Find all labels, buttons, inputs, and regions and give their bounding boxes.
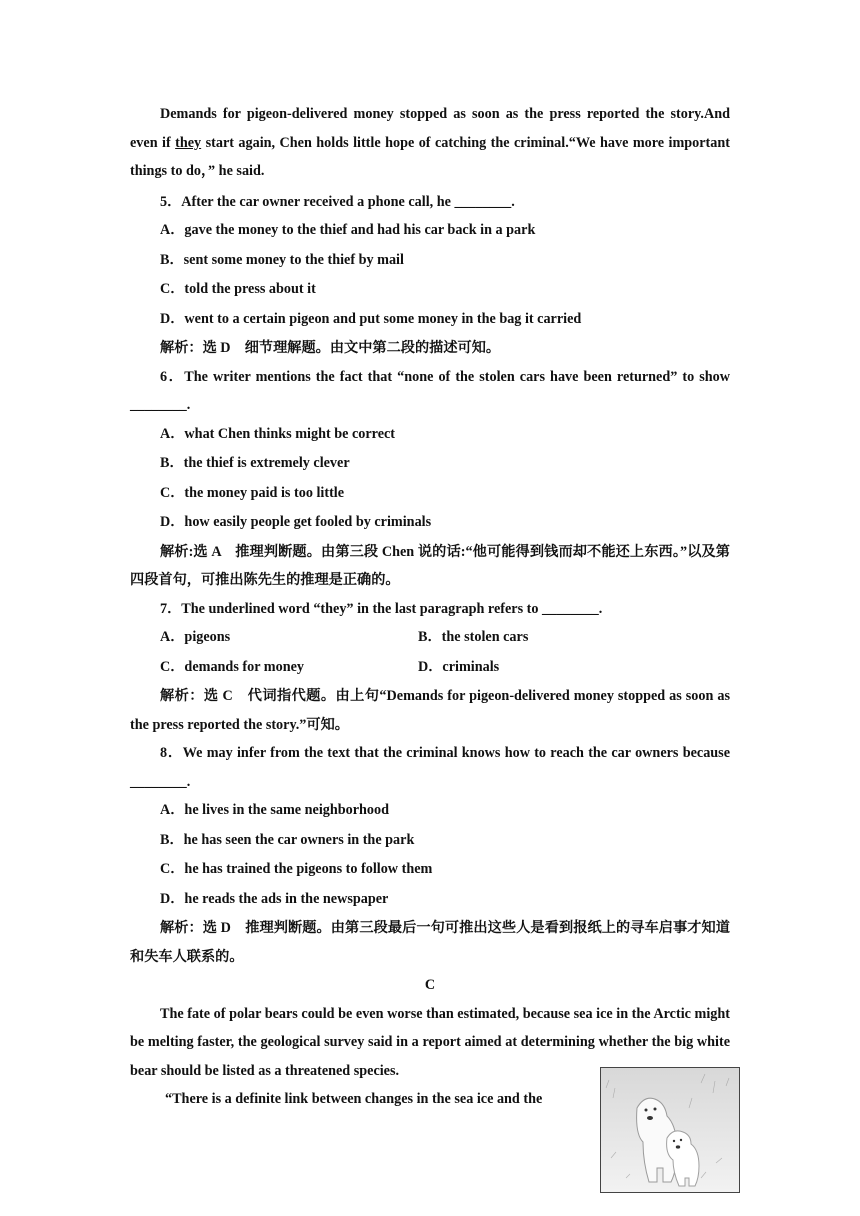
underlined-word-they: they (175, 134, 202, 151)
paragraph-text: start again, Chen holds little hope of catching the criminal.“We have more important things to do，” he said. (130, 134, 730, 179)
question-5-stem: 5．After the car owner received a phone call, he ________. (160, 193, 515, 210)
question-6-option-b: B．the thief is extremely clever (160, 455, 350, 471)
question-5-option-b: B．sent some money to the thief by mail (160, 251, 404, 268)
section-heading-c: C (424, 977, 436, 993)
document-page (130, 100, 730, 1114)
paragraph-demands (130, 100, 730, 186)
question-8-option-b: B．he has seen the car owners in the park (160, 831, 415, 848)
question-5-option-d: D．went to a certain pigeon and put some money in the bag it carried (160, 310, 582, 327)
paragraph-text: Demands for pigeon-delivered money stopped as soon as the press reported the story.And even if (130, 106, 730, 151)
question-7-options-row-2 (130, 653, 730, 683)
question-8-stem: 8．We may infer from the text that the criminal knows how to reach the car owners because ________. (130, 745, 730, 790)
question-5-answer: 解析：选 D 细节理解题。由文中第二段的描述可知。 (160, 340, 501, 356)
section-c-paragraph-2: “There is a definite link between changes in the sea ice and the (165, 1091, 543, 1107)
question-7-option-b: B．the stolen cars (418, 629, 529, 645)
question-8-answer: 解析：选 D 推理判断题。由第三段最后一句可推出这些人是看到报纸上的寻车启事才知道和失车人联系的。 (130, 920, 730, 965)
question-7-option-c: C．demands for money (160, 658, 304, 675)
question-7-stem: 7．The underlined word “they” in the last paragraph refers to ________. (160, 600, 603, 617)
question-8-option-a: A．he lives in the same neighborhood (160, 802, 389, 818)
question-5-option-a: A．gave the money to the thief and had his car back in a park (160, 222, 536, 238)
question-7-options-row-1 (130, 623, 730, 653)
question-6-option-a: A．what Chen thinks might be correct (160, 425, 396, 442)
question-7-option-a: A．pigeons (160, 629, 231, 645)
question-6-option-c: C．the money paid is too little (160, 484, 345, 501)
polar-bear-photo (600, 1067, 740, 1193)
question-6-answer: 解析:选 A 推理判断题。由第三段 Chen 说的话:“他可能得到钱而却不能还上东西。”以及第四段首句，可推出陈先生的推理是正确的。 (130, 543, 730, 588)
question-6-stem: 6．The writer mentions the fact that “none of the stolen cars have been returned” to show ________. (130, 368, 730, 413)
question-6-option-d: D．how easily people get fooled by criminals (160, 514, 432, 530)
question-8-option-c: C．he has trained the pigeons to follow them (160, 861, 433, 877)
question-7-answer: 解析：选 C 代词指代题。由上句“Demands for pigeon-delivered money stopped as soon as the press reported the story.”可知。 (130, 688, 730, 733)
question-8-option-d: D．he reads the ads in the newspaper (160, 890, 389, 907)
question-5-option-c: C．told the press about it (160, 281, 316, 297)
polar-bear-illustration (601, 1068, 739, 1192)
question-7-option-d: D．criminals (418, 658, 500, 675)
section-c-paragraph-1: The fate of polar bears could be even worse than estimated, because sea ice in the Arctic might be melting faster, the geological survey said in a report aimed at determining whether the big white bear should be listed as a threatened species. (130, 1005, 730, 1079)
